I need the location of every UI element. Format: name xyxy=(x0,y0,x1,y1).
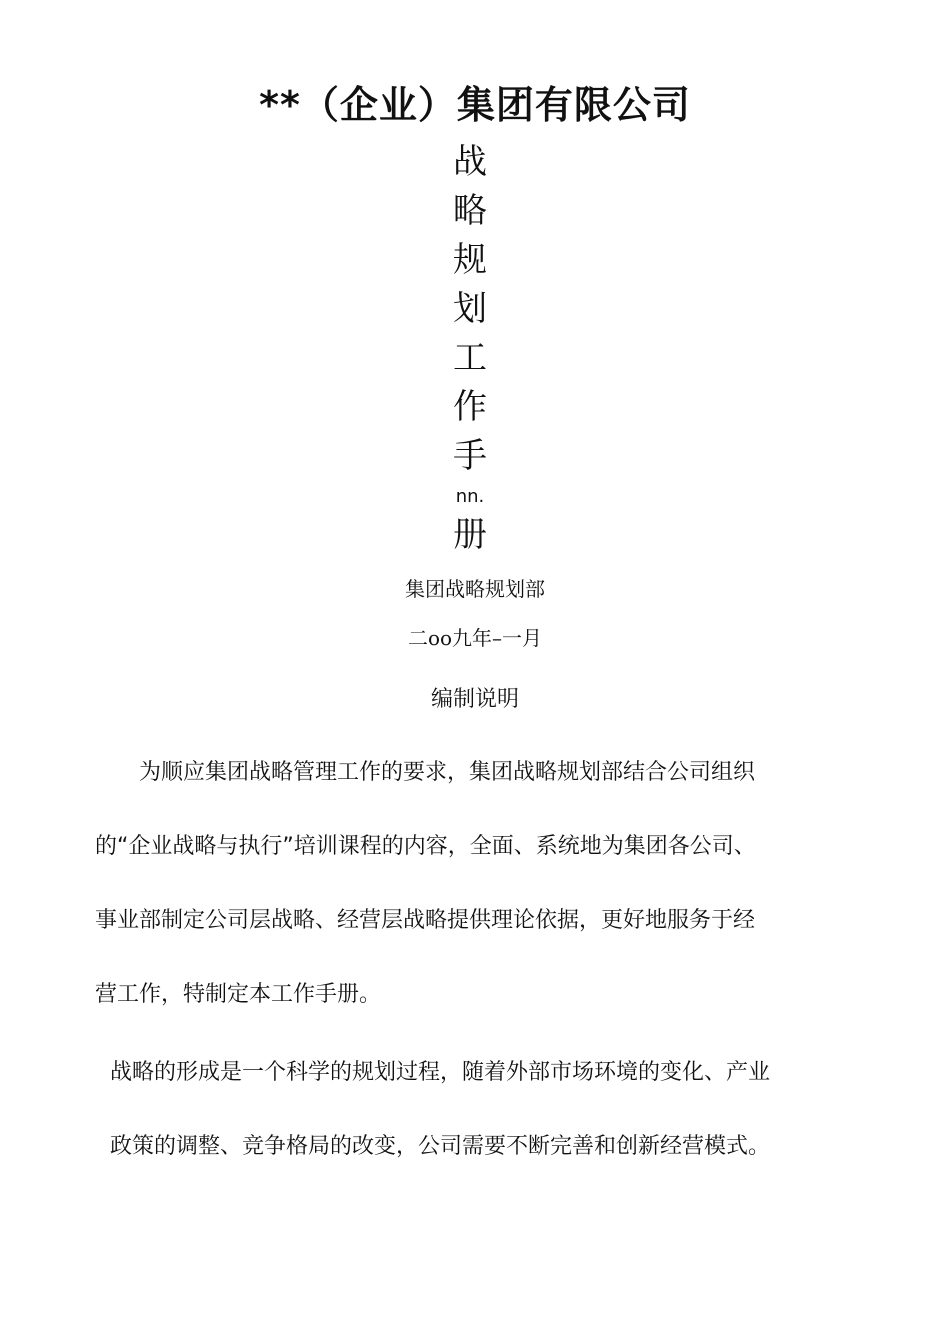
paragraph-line: 为顺应集团战略管理工作的要求，集团战略规划部结合公司组织 xyxy=(139,760,756,785)
title-char: 工 xyxy=(453,338,487,378)
publish-date: 二oo九年–一月 xyxy=(407,626,543,650)
preface-heading: 编制说明 xyxy=(430,687,519,712)
title-char: 划 xyxy=(453,289,487,329)
title-char: 作 xyxy=(453,387,487,427)
company-title: **（企业）集团有限公司 xyxy=(259,83,691,127)
paragraph-line: 营工作，特制定本工作手册。 xyxy=(95,982,382,1007)
paragraph-line: 战略的形成是一个科学的规划过程，随着外部市场环境的变化、产业 xyxy=(110,1060,771,1085)
preface-paragraph-2 xyxy=(110,1056,870,1204)
title-char: 规 xyxy=(453,240,487,280)
preface-paragraph-1 xyxy=(95,756,875,1052)
title-char: 册 xyxy=(453,515,487,555)
department-name: 集团战略规划部 xyxy=(405,577,545,601)
title-char: 战 xyxy=(453,142,487,182)
title-char: 略 xyxy=(453,191,487,231)
title-char: 手 xyxy=(453,436,487,476)
paragraph-line: 政策的调整、竞争格局的改变，公司需要不断完善和创新经营模式。 xyxy=(110,1134,771,1159)
paragraph-line: 的“企业战略与执行”培训课程的内容，全面、系统地为集团各公司、 xyxy=(95,834,756,859)
manual-title-vertical xyxy=(425,138,515,560)
title-artifact: nn. xyxy=(455,486,485,507)
paragraph-line: 事业部制定公司层战略、经营层战略提供理论依据，更好地服务于经 xyxy=(95,908,756,933)
